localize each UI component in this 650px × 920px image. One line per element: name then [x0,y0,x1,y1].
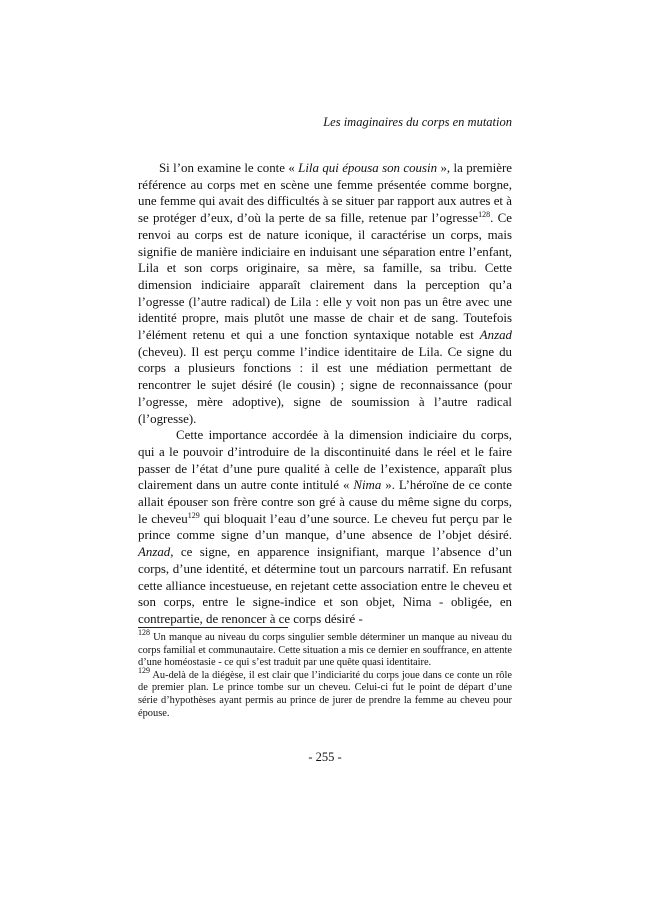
paragraph-2 [138,427,512,627]
running-header: Les imaginaires du corps en mutation [323,115,512,129]
footnote-text: Au-delà de la diégèse, il est clair que l’indiciarité du corps joue dans ce conte un rôle de premier plan. Le prince tombe sur un cheveu. Celui-ci fut le point de départ d’une série d’hypothèses ayant permis au prince de jurer de prendre la femme au cheveu pour épouse. [138,669,512,719]
paragraph-1-text-c: . Ce renvoi au corps est de nature iconique, il caractérise un corps, mais signifie de manière indiciaire en induisant une séparation entre l’enfant, Lila et son corps originaire, sa mère, sa famille, sa tribu. Cette dimension indiciaire apparaît clairement dans la perception qu’a l’ogresse (l’autre radical) de Lila : elle y voit non pas un être avec une identité propre, mais plutôt une masse de chair et de sang. Toutefois l’élément retenu et qui a une fonction syntaxique notable est [138,211,512,343]
page-number: - 255 - [308,750,342,764]
paragraph-2-text-d: , ce signe, en apparence insignifiant, marque l’absence d’un corps, d’une identité, et détermine tout un parcours narratif. En refusant cette alliance incestueuse, en rejetant cette association entre le cheveu et son corps, entre le signe-indice et son objet, Nima - obligée, en contrepartie, de renoncer à ce corps désiré - [138,545,512,626]
paragraph-1-text-a: Si l’on examine le conte « [159,161,299,175]
paragraph-1-text-d: (cheveu). Il est perçu comme l’indice identitaire de Lila. Ce signe du corps a plusieurs fonctions : il est une médiation permettant de rencontrer le sujet désiré (le cousin) ; signe de reconnaissance (pour l’ogresse, mère adoptive), signe de soumission à l’autre radical (l’ogresse). [138,344,512,426]
main-text [138,160,512,628]
tale-title-lila: Lila qui épousa son cousin [298,161,438,175]
footnote-128 [138,628,512,670]
footnotes [138,628,512,720]
paragraph-1 [138,160,512,427]
paragraph-2-text-c: qui bloquait l’eau d’une source. Le cheveu fut perçu par le prince comme signe d’un manque, d’une absence de l’objet désiré. [138,511,513,543]
footnote-ref-128[interactable]: 128 [478,210,491,220]
paragraph-2-text-a: Cette importance accordée à la dimension indiciaire du corps, qui a le pouvoir d’introduire de la discontinuité dans le réel et le faire passer de l’état d’une pure qualité à celle de l’existence, apparaît plus clairement dans un autre conte intitulé « [138,428,512,493]
term-anzad: Anzad [479,328,512,343]
paragraph-2-text-b: ». L’héroïne de ce conte allait épouser son frère contre son gré à cause du même signe du corps, le cheveu [138,478,512,526]
paragraph-1-text-b: », la première référence au corps met en scène une femme présentée comme borgne, une femme qui avait des difficultés à se situer par rapport aux autres et à se protéger d’eux, d’où la perte de sa fille, retenue par l’ogresse [138,161,512,226]
tale-title-nima: Nima [353,478,382,493]
footnote-text: Un manque au niveau du corps singulier semble déterminer un manque au niveau du corps familial et communautaire. Cette situation a mis ce dernier en souffrance, en attente d’une homéostasie - ce qui s’est traduit par une quête quasi identitaire. [138,632,512,669]
footnote-separator [138,627,288,628]
footnote-number: 129 [138,665,150,675]
footnote-129 [138,665,512,720]
footnote-ref-129[interactable]: 129 [187,510,200,520]
term-anzad: Anzad [138,545,171,560]
footnote-number: 128 [138,628,150,637]
